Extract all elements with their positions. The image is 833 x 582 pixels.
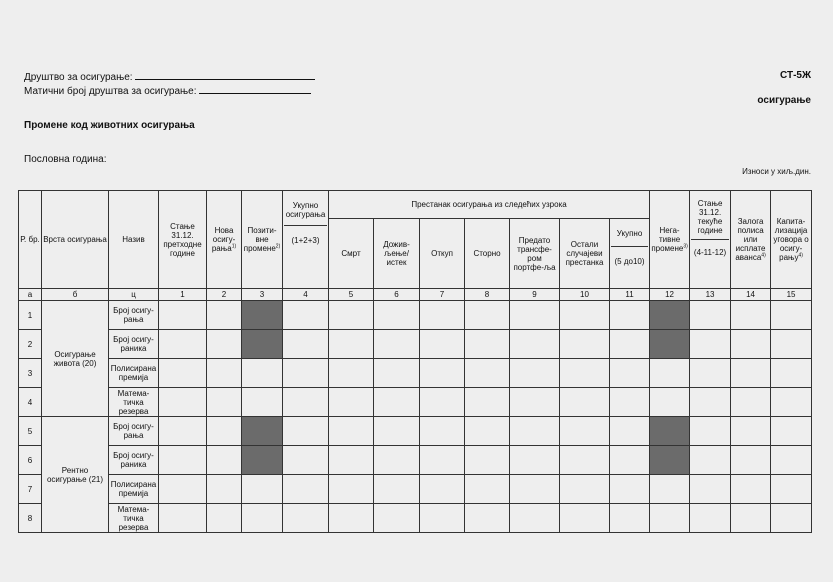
input-cell[interactable] bbox=[207, 475, 242, 504]
input-cell[interactable] bbox=[159, 417, 207, 446]
input-cell[interactable] bbox=[510, 359, 560, 388]
index-cell: 10 bbox=[560, 289, 610, 301]
input-cell[interactable] bbox=[731, 330, 771, 359]
input-cell[interactable] bbox=[420, 301, 465, 330]
page-title: Промене код животних осигурања bbox=[24, 120, 195, 131]
input-cell[interactable] bbox=[207, 417, 242, 446]
hdr-c4-top: Укупно осигурања bbox=[284, 191, 327, 226]
input-cell[interactable] bbox=[465, 388, 510, 417]
input-cell[interactable] bbox=[690, 301, 731, 330]
input-cell[interactable] bbox=[560, 446, 610, 475]
input-cell[interactable] bbox=[610, 475, 650, 504]
index-cell: 1 bbox=[159, 289, 207, 301]
input-cell[interactable] bbox=[731, 301, 771, 330]
input-cell[interactable] bbox=[771, 330, 812, 359]
hdr-c4-bottom: (1+2+3) bbox=[291, 236, 320, 245]
hdr-c1: Стање 31.12. претходне године bbox=[159, 191, 207, 289]
hdr-c15-text: Капита-лизација уговора о осигу-рању bbox=[773, 217, 809, 262]
amounts-note: Износи у хиљ.дин. bbox=[742, 167, 811, 176]
input-cell[interactable] bbox=[610, 446, 650, 475]
input-cell[interactable] bbox=[420, 359, 465, 388]
hdr-c15 bbox=[771, 191, 812, 289]
table-row bbox=[19, 359, 812, 388]
hdr-c11-bottom: (5 до10) bbox=[614, 257, 645, 266]
hdr-c13-top: Стање 31.12. текуће године bbox=[691, 191, 729, 240]
group-name-annuity: Рентно осигурање (21) bbox=[42, 417, 109, 533]
row-number: 1 bbox=[19, 301, 42, 330]
input-cell[interactable] bbox=[329, 475, 374, 504]
hdr-c3 bbox=[242, 191, 283, 289]
hdr-c3-text: Позити-вне промене bbox=[243, 226, 277, 253]
hdr-c15-sup: 4) bbox=[798, 252, 803, 259]
hdr-group-title: Престанак осигурања из следећих узрока bbox=[329, 191, 650, 219]
input-cell[interactable] bbox=[731, 446, 771, 475]
input-cell[interactable] bbox=[283, 301, 329, 330]
input-cell[interactable] bbox=[731, 359, 771, 388]
input-cell[interactable] bbox=[465, 330, 510, 359]
hdr-naziv: Назив bbox=[109, 191, 159, 289]
input-cell[interactable] bbox=[374, 446, 420, 475]
input-cell[interactable] bbox=[159, 446, 207, 475]
row-number: 4 bbox=[19, 388, 42, 417]
input-cell[interactable] bbox=[207, 301, 242, 330]
input-cell[interactable] bbox=[207, 359, 242, 388]
input-cell[interactable] bbox=[159, 359, 207, 388]
input-cell[interactable] bbox=[465, 301, 510, 330]
input-cell[interactable] bbox=[420, 330, 465, 359]
input-cell[interactable] bbox=[329, 417, 374, 446]
hdr-c2 bbox=[207, 191, 242, 289]
table-row bbox=[19, 475, 812, 504]
hdr-c12-sup: 3) bbox=[683, 243, 688, 250]
row-number: 5 bbox=[19, 417, 42, 446]
row-number: 6 bbox=[19, 446, 42, 475]
hdr-c6: Дожив-љење/ истек bbox=[374, 219, 420, 289]
input-cell[interactable] bbox=[610, 301, 650, 330]
input-cell[interactable] bbox=[159, 330, 207, 359]
row-number: 3 bbox=[19, 359, 42, 388]
input-cell[interactable] bbox=[420, 417, 465, 446]
input-cell[interactable] bbox=[690, 388, 731, 417]
input-cell[interactable] bbox=[465, 446, 510, 475]
input-cell[interactable] bbox=[690, 504, 731, 533]
hdr-c8: Сторно bbox=[465, 219, 510, 289]
input-cell[interactable] bbox=[207, 446, 242, 475]
index-cell: 2 bbox=[207, 289, 242, 301]
shaded-cell bbox=[650, 446, 690, 475]
input-cell[interactable] bbox=[650, 475, 690, 504]
input-cell[interactable] bbox=[242, 359, 283, 388]
input-cell[interactable] bbox=[374, 330, 420, 359]
table-row bbox=[19, 330, 812, 359]
index-cell: а bbox=[19, 289, 42, 301]
input-cell[interactable] bbox=[690, 417, 731, 446]
input-cell[interactable] bbox=[207, 388, 242, 417]
input-cell[interactable] bbox=[283, 388, 329, 417]
input-cell[interactable] bbox=[283, 330, 329, 359]
input-cell[interactable] bbox=[510, 504, 560, 533]
input-cell[interactable] bbox=[465, 417, 510, 446]
input-cell[interactable] bbox=[690, 446, 731, 475]
row-label: Број осигу-раника bbox=[109, 330, 159, 359]
input-cell[interactable] bbox=[465, 504, 510, 533]
index-cell: 15 bbox=[771, 289, 812, 301]
row-label: Матема-тичка резерва bbox=[109, 504, 159, 533]
index-cell: ц bbox=[109, 289, 159, 301]
input-cell[interactable] bbox=[374, 475, 420, 504]
row-label: Полисирана премија bbox=[109, 475, 159, 504]
input-cell[interactable] bbox=[771, 475, 812, 504]
index-row bbox=[19, 289, 812, 301]
input-cell[interactable] bbox=[465, 475, 510, 504]
input-cell[interactable] bbox=[329, 388, 374, 417]
input-cell[interactable] bbox=[610, 359, 650, 388]
index-cell: 4 bbox=[283, 289, 329, 301]
table-row bbox=[19, 417, 812, 446]
input-cell[interactable] bbox=[374, 417, 420, 446]
hdr-c9: Предато трансфе-ром портфе-ља bbox=[510, 219, 560, 289]
input-cell[interactable] bbox=[420, 388, 465, 417]
input-cell[interactable] bbox=[374, 301, 420, 330]
input-cell[interactable] bbox=[731, 504, 771, 533]
input-cell[interactable] bbox=[374, 359, 420, 388]
input-cell[interactable] bbox=[242, 504, 283, 533]
index-cell: 8 bbox=[465, 289, 510, 301]
row-label: Број осигу-раника bbox=[109, 446, 159, 475]
input-cell[interactable] bbox=[510, 446, 560, 475]
input-cell[interactable] bbox=[283, 504, 329, 533]
input-cell[interactable] bbox=[159, 504, 207, 533]
input-cell[interactable] bbox=[283, 417, 329, 446]
input-cell[interactable] bbox=[420, 475, 465, 504]
input-cell[interactable] bbox=[690, 359, 731, 388]
table-row bbox=[19, 504, 812, 533]
input-cell[interactable] bbox=[610, 388, 650, 417]
index-cell: 7 bbox=[420, 289, 465, 301]
input-cell[interactable] bbox=[560, 504, 610, 533]
index-cell: 9 bbox=[510, 289, 560, 301]
input-cell[interactable] bbox=[159, 301, 207, 330]
shaded-cell bbox=[650, 417, 690, 446]
row-number: 2 bbox=[19, 330, 42, 359]
input-cell[interactable] bbox=[510, 301, 560, 330]
shaded-cell bbox=[242, 417, 283, 446]
input-cell[interactable] bbox=[465, 359, 510, 388]
reg-line bbox=[24, 84, 311, 97]
input-cell[interactable] bbox=[420, 504, 465, 533]
input-cell[interactable] bbox=[560, 301, 610, 330]
index-cell: б bbox=[42, 289, 109, 301]
input-cell[interactable] bbox=[731, 475, 771, 504]
hdr-rbr: Р. бр. bbox=[19, 191, 42, 289]
input-cell[interactable] bbox=[560, 359, 610, 388]
row-label: Полисирана премија bbox=[109, 359, 159, 388]
input-cell[interactable] bbox=[560, 475, 610, 504]
row-label: Број осигу-рања bbox=[109, 301, 159, 330]
input-cell[interactable] bbox=[650, 388, 690, 417]
changes-table bbox=[18, 190, 812, 533]
input-cell[interactable] bbox=[207, 330, 242, 359]
input-cell[interactable] bbox=[242, 388, 283, 417]
table-row bbox=[19, 446, 812, 475]
input-cell[interactable] bbox=[771, 301, 812, 330]
hdr-c2-sup: 1) bbox=[231, 243, 237, 250]
hdr-c5: Смрт bbox=[329, 219, 374, 289]
input-cell[interactable] bbox=[207, 504, 242, 533]
input-cell[interactable] bbox=[159, 388, 207, 417]
hdr-c14 bbox=[731, 191, 771, 289]
input-cell[interactable] bbox=[159, 475, 207, 504]
input-cell[interactable] bbox=[283, 359, 329, 388]
input-cell[interactable] bbox=[650, 359, 690, 388]
reg-blank bbox=[199, 84, 311, 94]
input-cell[interactable] bbox=[374, 388, 420, 417]
index-cell: 13 bbox=[690, 289, 731, 301]
hdr-c4 bbox=[283, 191, 329, 289]
index-cell: 11 bbox=[610, 289, 650, 301]
hdr-c11 bbox=[610, 219, 650, 289]
row-number: 8 bbox=[19, 504, 42, 533]
input-cell[interactable] bbox=[329, 301, 374, 330]
hdr-c14-text: Залога полиса или исплате аванса bbox=[735, 217, 766, 262]
input-cell[interactable] bbox=[510, 330, 560, 359]
insurer-blank bbox=[135, 70, 315, 80]
input-cell[interactable] bbox=[283, 446, 329, 475]
table-row bbox=[19, 388, 812, 417]
index-cell: 6 bbox=[374, 289, 420, 301]
input-cell[interactable] bbox=[731, 417, 771, 446]
input-cell[interactable] bbox=[771, 446, 812, 475]
hdr-c13 bbox=[690, 191, 731, 289]
input-cell[interactable] bbox=[329, 359, 374, 388]
input-cell[interactable] bbox=[731, 388, 771, 417]
input-cell[interactable] bbox=[329, 504, 374, 533]
hdr-vrsta: Врста осигурања bbox=[42, 191, 109, 289]
group-name-life: Осигурање живота (20) bbox=[42, 301, 109, 417]
input-cell[interactable] bbox=[510, 417, 560, 446]
input-cell[interactable] bbox=[610, 504, 650, 533]
input-cell[interactable] bbox=[329, 446, 374, 475]
reg-label: Матични број друштва за осигурање: bbox=[24, 86, 197, 97]
input-cell[interactable] bbox=[690, 330, 731, 359]
row-number: 7 bbox=[19, 475, 42, 504]
input-cell[interactable] bbox=[510, 388, 560, 417]
insurer-line bbox=[24, 70, 315, 83]
index-cell: 3 bbox=[242, 289, 283, 301]
shaded-cell bbox=[650, 301, 690, 330]
input-cell[interactable] bbox=[771, 388, 812, 417]
input-cell[interactable] bbox=[420, 446, 465, 475]
input-cell[interactable] bbox=[560, 417, 610, 446]
input-cell[interactable] bbox=[560, 388, 610, 417]
row-label: Број осигу-рања bbox=[109, 417, 159, 446]
shaded-cell bbox=[650, 330, 690, 359]
hdr-c10: Остали случајеви престанка bbox=[560, 219, 610, 289]
hdr-c11-top: Укупно bbox=[611, 219, 648, 247]
hdr-c14-sup: 4) bbox=[761, 252, 766, 259]
shaded-cell bbox=[242, 301, 283, 330]
year-label: Пословна година: bbox=[24, 154, 107, 165]
input-cell[interactable] bbox=[242, 475, 283, 504]
input-cell[interactable] bbox=[771, 417, 812, 446]
index-cell: 14 bbox=[731, 289, 771, 301]
input-cell[interactable] bbox=[283, 475, 329, 504]
input-cell[interactable] bbox=[650, 504, 690, 533]
input-cell[interactable] bbox=[771, 359, 812, 388]
index-cell: 5 bbox=[329, 289, 374, 301]
shaded-cell bbox=[242, 446, 283, 475]
table-row bbox=[19, 301, 812, 330]
input-cell[interactable] bbox=[560, 330, 610, 359]
form-code: СТ-5Ж bbox=[779, 70, 811, 81]
input-cell[interactable] bbox=[771, 504, 812, 533]
shaded-cell bbox=[242, 330, 283, 359]
input-cell[interactable] bbox=[610, 417, 650, 446]
hdr-c2-text: Нова осигу-рања bbox=[211, 226, 236, 253]
insurer-label: Друштво за осигурање: bbox=[24, 72, 133, 83]
input-cell[interactable] bbox=[510, 475, 560, 504]
hdr-c3-sup: 2) bbox=[275, 243, 281, 250]
input-cell[interactable] bbox=[690, 475, 731, 504]
hdr-c13-bottom: (4-11-12) bbox=[693, 248, 727, 257]
input-cell[interactable] bbox=[374, 504, 420, 533]
hdr-c12 bbox=[650, 191, 690, 289]
form-type: осигурање bbox=[757, 95, 811, 106]
index-cell: 12 bbox=[650, 289, 690, 301]
input-cell[interactable] bbox=[329, 330, 374, 359]
hdr-c12-text: Нега-тивне промене bbox=[651, 226, 684, 253]
hdr-c7: Откуп bbox=[420, 219, 465, 289]
input-cell[interactable] bbox=[610, 330, 650, 359]
row-label: Матема-тичка резерва bbox=[109, 388, 159, 417]
